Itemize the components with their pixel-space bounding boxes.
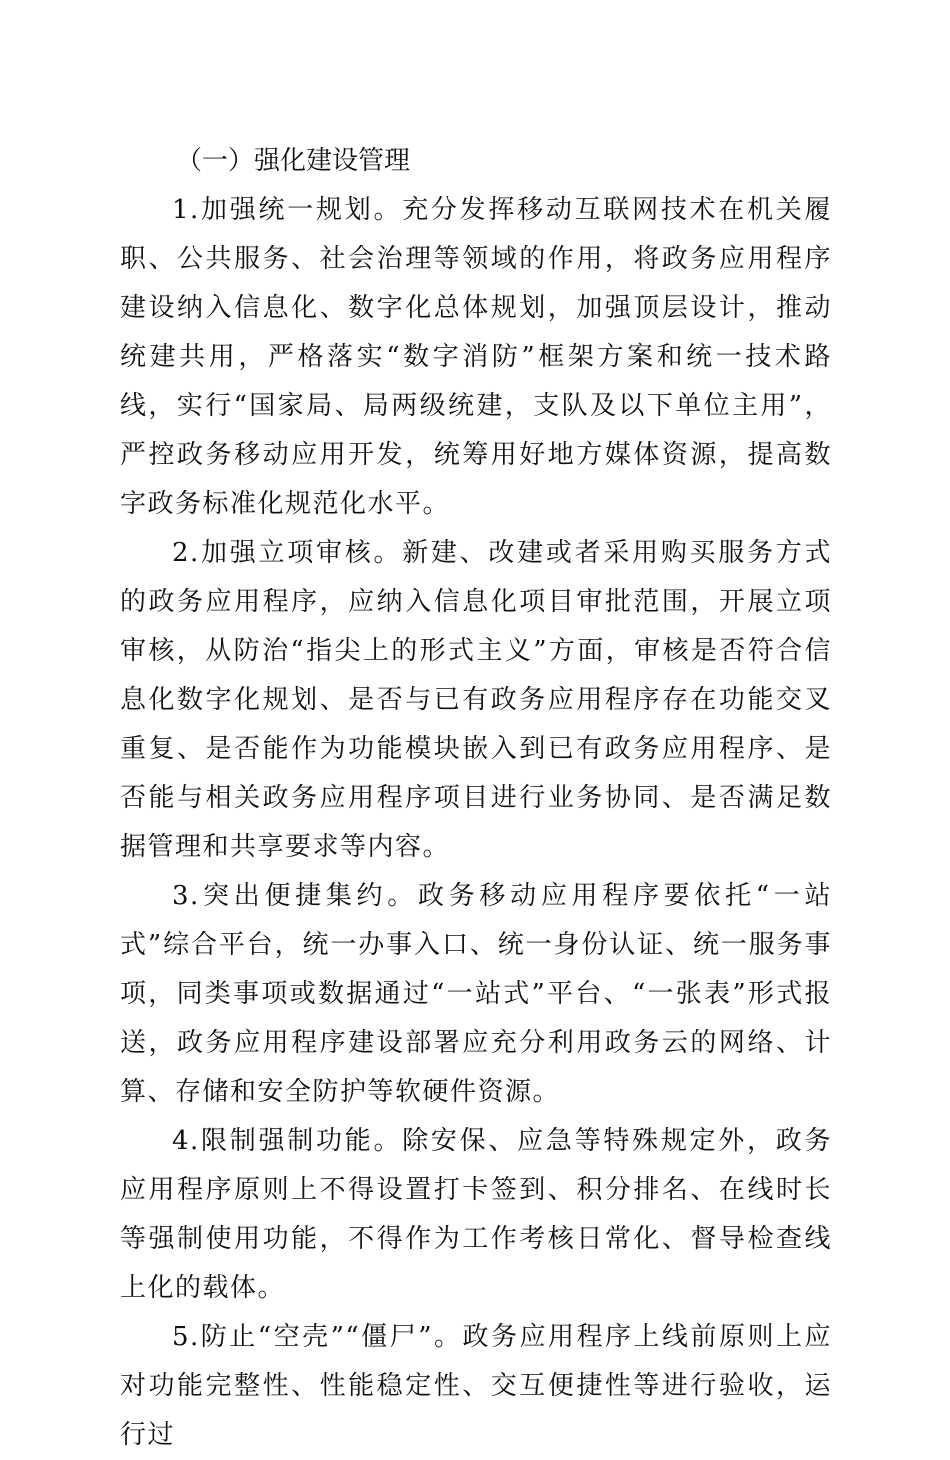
paragraph-unified-planning: 1.加强统一规划。充分发挥移动互联网技术在机关履职、公共服务、社会治理等领域的作用，将政务应用程序建设纳入信息化、数字化总体规划，加强顶层设计，推动统建共用，严格落实“数字消防”框架方案和统一技术路线，实行“国家局、局两级统建，支队及以下单位主用”，严控政务移动应用开发，统筹用好地方媒体资源，提高数字政务标准化规范化水平。 xyxy=(120,195,832,519)
paragraph-project-review: 2.加强立项审核。新建、改建或者采用购买服务方式的政务应用程序，应纳入信息化项目审批范围，开展立项审核，从防治“指尖上的形式主义”方面，审核是否符合信息化数字化规划、是否与已有政务应用程序存在功能交叉重复、是否能作为功能模块嵌入到已有政务应用程序、是否能与相关政务应用程序项目进行业务协同、是否满足数据管理和共享要求等内容。 xyxy=(120,538,832,862)
paragraph-convenience-intensive: 3.突出便捷集约。政务移动应用程序要依托“一站式”综合平台，统一办事入口、统一身份认证、统一服务事项，同类事项或数据通过“一站式”平台、“一张表”形式报送，政务应用程序建设部署应充分利用政务云的网络、计算、存储和安全防护等软硬件资源。 xyxy=(120,881,832,1107)
paragraph-prevent-zombie-apps: 5.防止“空壳”“僵尸”。政务应用程序上线前原则上应对功能完整性、性能稳定性、交互便捷性等进行验收，运行过 xyxy=(120,1322,832,1450)
document-body xyxy=(120,137,832,1460)
paragraph-restrict-mandatory-functions: 4.限制强制功能。除安保、应急等特殊规定外，政务应用程序原则上不得设置打卡签到、积分排名、在线时长等强制使用功能，不得作为工作考核日常化、督导检查线上化的载体。 xyxy=(120,1126,832,1303)
section-heading: （一）强化建设管理 xyxy=(176,146,411,176)
